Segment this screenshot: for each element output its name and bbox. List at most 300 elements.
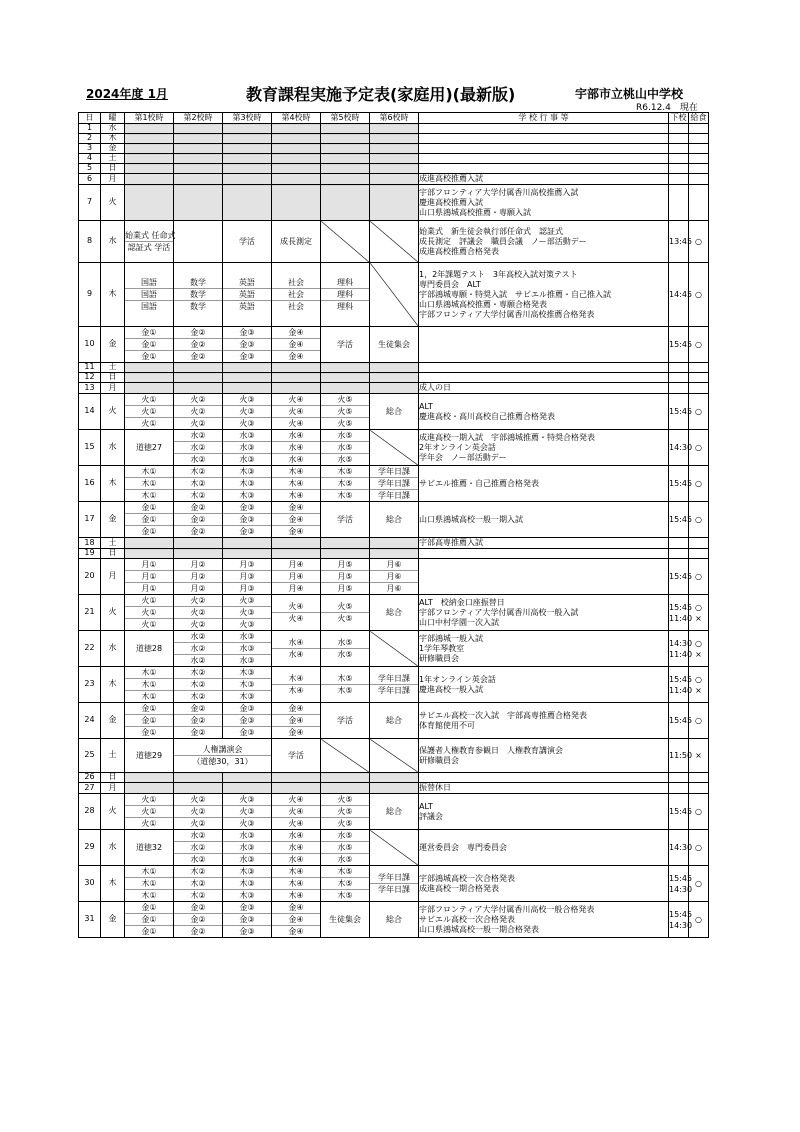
period-entry: 水② (190, 656, 206, 665)
period-entry: 社会 (272, 289, 320, 301)
event-cell (419, 164, 669, 174)
day-cell: 14 (79, 394, 101, 430)
period-cell (321, 595, 370, 631)
period-entry: 金④ (272, 703, 320, 715)
lunch-cell (689, 174, 709, 185)
header-period-3: 第3校時 (223, 113, 272, 124)
period-entry: 金① (141, 927, 157, 936)
event-line: 研修職員会 (419, 755, 459, 765)
day-cell: 22 (79, 631, 101, 667)
period-entry: 月⑥ (370, 571, 418, 583)
period-entry: 火⑤ (337, 419, 353, 428)
period-entry: 金① (125, 715, 173, 727)
day-cell: 4 (79, 154, 101, 164)
period-cell (223, 595, 272, 631)
school-name: 宇部市立桃山中学校 (575, 87, 684, 101)
period-cell (125, 185, 174, 221)
period-entry: 金② (174, 327, 222, 339)
period-cell (125, 466, 174, 502)
period-cell (321, 221, 370, 263)
period-entry: 金② (174, 339, 222, 351)
period-entry: 金① (125, 502, 173, 514)
period-entry: 学活 (337, 716, 353, 725)
event-cell (419, 703, 669, 739)
lunch-cell (689, 538, 709, 549)
dismissal-cell (669, 739, 693, 773)
dismissal-cell (669, 263, 693, 327)
day-cell: 5 (79, 164, 101, 174)
period-cell (125, 154, 174, 164)
event-line: 成進高校一期入試 宇部鴻城推薦・特奨合格発表 (419, 432, 595, 442)
period-entry: 水② (174, 430, 222, 442)
period-entry: 木① (141, 491, 157, 500)
event-line: 慶進高校推薦入試 (419, 197, 483, 207)
dismissal-time: 14:45 (669, 290, 693, 299)
lunch-cell (689, 866, 709, 902)
weekday-cell: 月 (101, 559, 125, 595)
period-cell (174, 631, 223, 667)
event-cell (419, 538, 669, 549)
period-entry: 木② (174, 466, 222, 478)
period-cell (321, 739, 370, 773)
period-entry: 道徳27 (135, 443, 163, 452)
period-cell (174, 263, 223, 327)
weekday-cell: 水 (101, 221, 125, 263)
table-row (79, 783, 709, 794)
period-cell (321, 631, 370, 667)
period-cell (272, 794, 321, 830)
header-period-2: 第2校時 (174, 113, 223, 124)
weekday-cell: 火 (101, 394, 125, 430)
period-entry: 水② (174, 643, 222, 655)
period-entry: 火④ (288, 614, 304, 623)
period-cell (370, 739, 419, 773)
lunch-mark: × (695, 649, 702, 659)
period-entry: 総合 (386, 807, 402, 816)
period-cell (370, 263, 419, 327)
period-entry: 生徒集会 (329, 915, 361, 924)
table-row (79, 773, 709, 783)
dismissal-cell (669, 559, 693, 595)
weekday-cell: 金 (101, 144, 125, 154)
period-entry: 火⑤ (321, 806, 369, 818)
period-cell (321, 164, 370, 174)
document-title: 教育課程実施予定表(家庭用)(最新版) (246, 85, 516, 104)
period-entry: 木④ (272, 466, 320, 478)
header-period-1: 第1校時 (125, 113, 174, 124)
event-line: 宇部高専推薦入試 (419, 538, 483, 547)
event-line: 宇部フロンティア大学付属香川高校推薦合格発表 (419, 309, 595, 319)
dismissal-time: 13:45 (669, 237, 693, 246)
period-cell (321, 174, 370, 185)
dismissal-cell (669, 383, 689, 394)
lunch-mark: ○ (695, 237, 702, 246)
table-row (79, 383, 709, 394)
period-cell (125, 164, 174, 174)
lunch-cell (689, 773, 709, 783)
header-period-5: 第5校時 (321, 113, 370, 124)
event-line: 山口県鴻城高校一般一期合格発表 (419, 924, 539, 934)
period-entry: 数学 (174, 277, 222, 289)
event-line: ALT 校納金口座振替日 (419, 597, 505, 607)
day-cell: 26 (79, 773, 101, 783)
dismissal-cell (669, 327, 693, 363)
dismissal-cell (669, 154, 689, 164)
period-entry: 金③ (223, 703, 271, 715)
period-cell (272, 327, 321, 363)
header-period-6: 第6校時 (370, 113, 419, 124)
period-entry: 総合 (386, 608, 402, 617)
lunch-mark: ○ (695, 674, 702, 684)
period-cell (174, 327, 223, 363)
period-entry: 火⑤ (337, 614, 353, 623)
period-cell (370, 549, 419, 559)
period-entry: 木③ (223, 679, 271, 691)
event-line: 山口県鴻城高校推薦・専願合格発表 (419, 299, 547, 309)
dismissal-cell (669, 134, 689, 144)
period-entry: 金① (125, 914, 173, 926)
period-cell (125, 430, 174, 466)
event-line: 山口県鴻城高校推薦・専願入試 (419, 207, 531, 217)
period-entry: 学年日課 (370, 478, 418, 490)
period-entry: 金④ (272, 902, 320, 914)
period-cell (272, 502, 321, 538)
period-entry: 木⑤ (337, 891, 353, 900)
period-entry: 火⑤ (321, 394, 369, 406)
period-cell (125, 595, 174, 631)
period-entry: 金① (141, 352, 157, 361)
period-cell (370, 174, 419, 185)
day-cell: 1 (79, 124, 101, 134)
period-entry: 月① (125, 571, 173, 583)
period-cell (125, 124, 174, 134)
period-entry: 木⑤ (337, 686, 353, 695)
lunch-mark: ○ (695, 602, 702, 612)
event-cell (419, 134, 669, 144)
event-line: 宇部フロンティア大学付属香川高校推薦入試 (419, 187, 579, 197)
dismissal-cell (669, 830, 693, 866)
period-cell (272, 154, 321, 164)
period-cell (125, 902, 174, 938)
lunch-cell (689, 124, 709, 134)
period-entry: 水② (174, 442, 222, 454)
lunch-mark: ○ (695, 879, 702, 888)
header-weekday: 曜 (101, 113, 125, 124)
weekday-cell: 金 (101, 502, 125, 538)
dismissal-cell (669, 221, 693, 263)
period-entry: 英語 (239, 302, 255, 311)
dismissal-cell (669, 549, 689, 559)
period-entry: 水⑤ (321, 637, 369, 649)
period-cell (321, 667, 370, 703)
period-entry: 水③ (223, 842, 271, 854)
dismissal-cell (669, 794, 693, 830)
period-cell (125, 631, 174, 667)
period-cell (125, 866, 174, 902)
period-cell (272, 902, 321, 938)
table-row (79, 394, 709, 430)
period-entry: 木① (125, 878, 173, 890)
period-entry: 火⑤ (337, 819, 353, 828)
dismissal-cell (669, 466, 693, 502)
dismissal-cell (669, 394, 693, 430)
period-cell (272, 185, 321, 221)
event-line: 始業式 新生徒会執行部任命式 認証式 (419, 226, 563, 236)
period-entry: 月② (174, 571, 222, 583)
period-cell (125, 373, 174, 383)
header-events: 学 校 行 事 等 (419, 113, 669, 124)
weekday-cell: 金 (101, 902, 125, 938)
event-cell (419, 124, 669, 134)
table-row (79, 739, 709, 773)
period-cell (321, 363, 370, 373)
event-cell (419, 830, 669, 866)
period-entry: 月⑥ (386, 584, 402, 593)
period-entry: 水④ (272, 430, 320, 442)
dismissal-time: 14:30 (669, 443, 693, 452)
period-entry: 水⑤ (337, 455, 353, 464)
dismissal-time: 11:50 (669, 751, 693, 760)
period-entry: 数学 (190, 302, 206, 311)
event-line: 1年オンライン英会話 (419, 674, 496, 684)
period-cell (223, 373, 272, 383)
period-entry: 金① (125, 327, 173, 339)
day-cell: 8 (79, 221, 101, 263)
period-cell (321, 383, 370, 394)
period-cell (370, 559, 419, 595)
period-cell (125, 221, 174, 263)
period-cell (321, 185, 370, 221)
period-entry: 認証式 学活 (127, 243, 171, 252)
lunch-cell (689, 144, 709, 154)
period-entry: 金② (190, 527, 206, 536)
day-cell: 11 (79, 363, 101, 373)
lunch-mark: × (695, 613, 702, 623)
period-entry: 学活 (337, 515, 353, 524)
lunch-mark: ○ (695, 290, 702, 299)
dismissal-cell (669, 902, 693, 938)
period-entry: 火④ (272, 601, 320, 613)
period-cell (370, 383, 419, 394)
header-day: 日 (79, 113, 101, 124)
event-cell (419, 631, 669, 667)
period-entry: 金② (190, 352, 206, 361)
period-entry: 木③ (223, 866, 271, 878)
dismissal-cell (669, 430, 693, 466)
period-entry: 火③ (223, 794, 271, 806)
period-entry: 金① (141, 728, 157, 737)
weekday-cell: 水 (101, 430, 125, 466)
period-entry: 学年日課 (378, 491, 410, 500)
event-line: 成進高校一期合格発表 (419, 883, 499, 893)
period-cell (125, 363, 174, 373)
period-entry: 水⑤ (337, 650, 353, 659)
event-cell (419, 327, 669, 363)
period-cell (125, 174, 174, 185)
period-entry: 火④ (272, 794, 320, 806)
table-row (79, 866, 709, 902)
period-entry: 金② (174, 914, 222, 926)
dismissal-time: 15:45 (669, 407, 693, 416)
period-entry: 火② (190, 819, 206, 828)
table-row (79, 502, 709, 538)
period-entry: 社会 (272, 277, 320, 289)
dismissal-cell (669, 703, 693, 739)
period-cell (321, 327, 370, 363)
period-entry: 木② (174, 679, 222, 691)
period-cell (223, 667, 272, 703)
event-cell (419, 773, 669, 783)
day-cell: 2 (79, 134, 101, 144)
period-entry: 金② (174, 715, 222, 727)
event-line: サビエル高校一次入試 宇部高専推薦合格発表 (419, 710, 587, 720)
period-entry: 火⑤ (321, 601, 369, 613)
period-entry: 金④ (272, 327, 320, 339)
lunch-mark: ○ (695, 807, 702, 816)
weekday-cell: 日 (101, 773, 125, 783)
period-cell (370, 394, 419, 430)
period-cell (370, 134, 419, 144)
period-entry: 火③ (239, 620, 255, 629)
day-cell: 31 (79, 902, 101, 938)
dismissal-cell (669, 373, 689, 383)
period-entry: 水⑤ (337, 855, 353, 864)
period-entry: 水③ (223, 442, 271, 454)
period-cell (174, 466, 223, 502)
period-entry: 金③ (223, 715, 271, 727)
schedule-table (78, 112, 709, 938)
event-cell (419, 144, 669, 154)
period-entry: 水⑤ (321, 830, 369, 842)
period-entry: 学年日課 (370, 466, 418, 478)
dismissal-cell (669, 164, 689, 174)
period-entry: 金① (125, 902, 173, 914)
period-entry: 月④ (288, 584, 304, 593)
header-lunch: 給食 (690, 112, 707, 122)
period-entry: 金④ (288, 352, 304, 361)
period-cell (174, 902, 223, 938)
period-cell (272, 430, 321, 466)
period-cell (223, 703, 272, 739)
period-cell (370, 124, 419, 134)
period-cell (370, 783, 419, 794)
period-entry: 水④ (288, 455, 304, 464)
period-cell (174, 739, 272, 773)
period-entry: 火② (190, 419, 206, 428)
period-entry: 道徳29 (135, 751, 163, 760)
period-entry: 火① (125, 394, 173, 406)
period-entry: 木② (174, 866, 222, 878)
period-cell (370, 866, 419, 902)
period-entry: 火④ (288, 819, 304, 828)
period-entry: 木① (125, 478, 173, 490)
period-cell (223, 830, 272, 866)
period-cell (272, 549, 321, 559)
period-cell (125, 559, 174, 595)
period-entry: 木② (174, 478, 222, 490)
period-cell (223, 631, 272, 667)
lunch-mark: ○ (695, 340, 702, 349)
period-entry: 金① (141, 527, 157, 536)
event-line: 専門委員会 ALT (419, 279, 481, 289)
table-row (79, 595, 709, 631)
period-cell (370, 327, 419, 363)
table-row (79, 174, 709, 185)
period-entry: 火① (141, 620, 157, 629)
event-line: 保護者人権教育参観日 人権教育講演会 (419, 745, 563, 755)
lunch-cell (689, 185, 709, 221)
dismissal-cell (669, 144, 689, 154)
lunch-cell (689, 595, 709, 631)
period-entry: 月④ (272, 571, 320, 583)
period-cell (125, 383, 174, 394)
period-cell (174, 549, 223, 559)
period-entry: 学年日課 (378, 686, 410, 695)
event-line: 1，2年課題テスト 3年高校入試対策テスト (419, 269, 578, 279)
period-cell (272, 394, 321, 430)
period-entry: 国語 (141, 302, 157, 311)
event-cell (419, 783, 669, 794)
period-cell (321, 373, 370, 383)
lunch-cell (689, 363, 709, 373)
period-cell (174, 174, 223, 185)
period-cell (272, 830, 321, 866)
period-cell (223, 538, 272, 549)
period-entry: 木② (190, 891, 206, 900)
period-entry: 火② (190, 620, 206, 629)
period-cell (272, 559, 321, 595)
period-entry: 金③ (223, 514, 271, 526)
period-cell (223, 327, 272, 363)
period-cell (370, 164, 419, 174)
period-entry: 社会 (288, 302, 304, 311)
event-cell (419, 595, 669, 631)
period-entry: 水③ (239, 656, 255, 665)
period-cell (125, 703, 174, 739)
day-cell: 16 (79, 466, 101, 502)
period-entry: 火③ (223, 607, 271, 619)
table-row (79, 466, 709, 502)
period-entry: 金③ (223, 327, 271, 339)
period-cell (174, 383, 223, 394)
period-entry: 水③ (223, 430, 271, 442)
period-entry: 水④ (272, 830, 320, 842)
weekday-cell: 月 (101, 174, 125, 185)
period-entry: 学年日課 (370, 872, 418, 884)
weekday-cell: 土 (101, 363, 125, 373)
period-cell (223, 221, 272, 263)
event-line: 研修職員会 (419, 653, 459, 663)
period-cell (272, 174, 321, 185)
event-cell (419, 373, 669, 383)
table-row (79, 363, 709, 373)
period-cell (321, 394, 370, 430)
lunch-mark: ○ (695, 572, 702, 581)
period-cell (174, 134, 223, 144)
period-entry: 火③ (239, 819, 255, 828)
period-entry: 月⑤ (321, 571, 369, 583)
event-line: ALT (419, 801, 433, 811)
period-cell (321, 773, 370, 783)
period-entry: 数学 (174, 289, 222, 301)
period-cell (370, 154, 419, 164)
weekday-cell: 土 (101, 154, 125, 164)
period-cell (223, 383, 272, 394)
event-line: 体育館使用不可 (419, 720, 475, 730)
period-cell (370, 185, 419, 221)
event-cell (419, 794, 669, 830)
weekday-cell: 土 (101, 538, 125, 549)
